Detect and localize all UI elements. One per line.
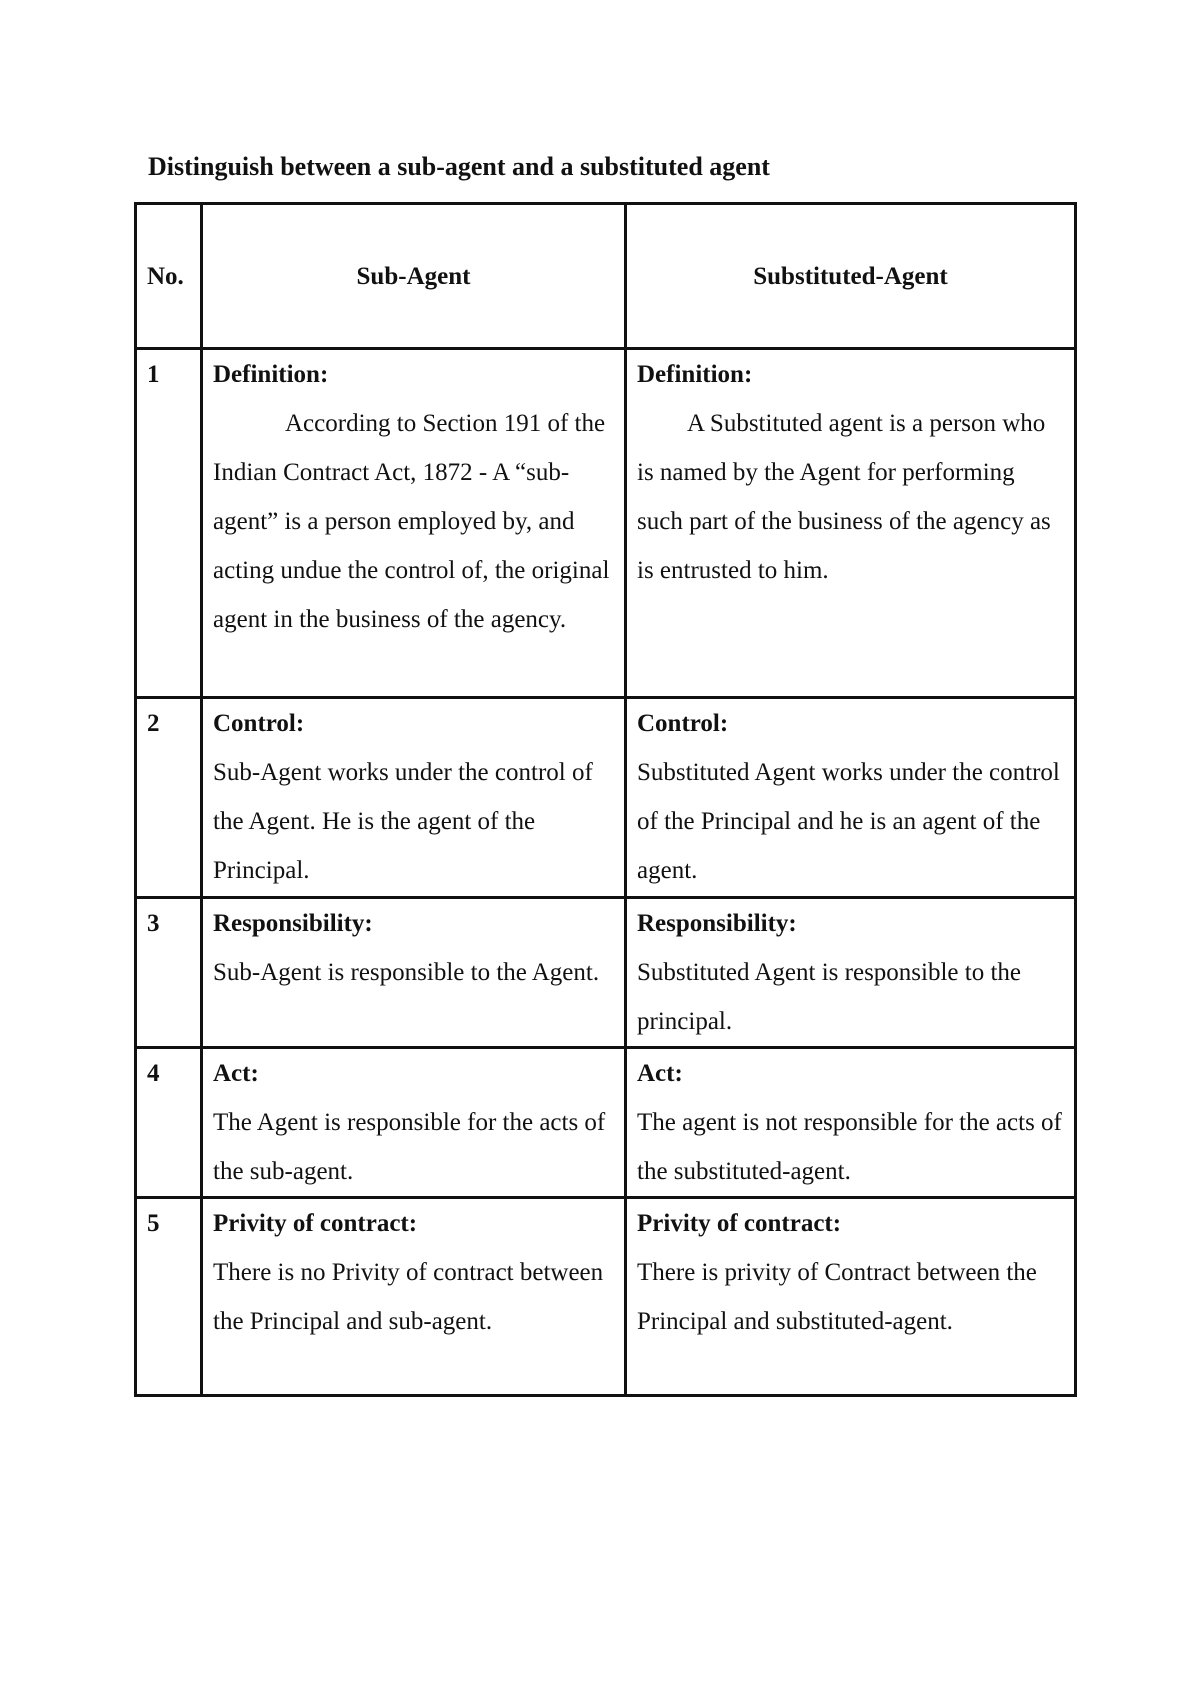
sub-agent-cell: [202, 1198, 626, 1396]
row-heading: Act:: [637, 1060, 683, 1087]
table-row: [136, 1198, 1076, 1396]
row-text: Substituted Agent works under the control of the Principal and he is an agent of the agent.: [637, 759, 1060, 884]
row-heading: Responsibility:: [213, 910, 373, 937]
row-number: 1: [136, 349, 202, 698]
row-heading: Responsibility:: [637, 910, 797, 937]
row-text: A Substituted agent is a person who is named by the Agent for performing such part of the business of the agency as is entrusted to him.: [637, 410, 1051, 584]
comparison-table: [134, 202, 1077, 1397]
header-substituted-agent: Substituted-Agent: [626, 204, 1076, 349]
row-text: There is no Privity of contract between the Principal and sub-agent.: [213, 1259, 604, 1335]
row-text: Sub-Agent is responsible to the Agent.: [213, 959, 600, 986]
substituted-agent-cell: [626, 349, 1076, 698]
row-text: According to Section 191 of the Indian Contract Act, 1872 - A “sub-agent” is a person employed by, and acting undue the control of, the original agent in the business of the agency.: [213, 410, 610, 633]
table-row: [136, 1048, 1076, 1198]
row-text: There is privity of Contract between the Principal and substituted-agent.: [637, 1259, 1037, 1335]
substituted-agent-cell: [626, 1048, 1076, 1198]
row-text: The agent is not responsible for the acts of the substituted-agent.: [637, 1109, 1062, 1185]
row-heading: Definition:: [637, 361, 753, 388]
header-no: No.: [136, 204, 202, 349]
row-number: 4: [136, 1048, 202, 1198]
substituted-agent-cell: [626, 1198, 1076, 1396]
page-title: Distinguish between a sub-agent and a substituted agent: [148, 152, 770, 181]
row-text: Sub-Agent works under the control of the Agent. He is the agent of the Principal.: [213, 759, 593, 884]
row-text: Substituted Agent is responsible to the principal.: [637, 959, 1022, 1035]
row-number: 5: [136, 1198, 202, 1396]
row-heading: Privity of contract:: [213, 1210, 418, 1237]
row-heading: Control:: [637, 710, 729, 737]
row-number: 2: [136, 698, 202, 898]
substituted-agent-cell: [626, 898, 1076, 1048]
row-heading: Definition:: [213, 361, 329, 388]
row-number: 3: [136, 898, 202, 1048]
table-row: [136, 698, 1076, 898]
table-row: [136, 898, 1076, 1048]
sub-agent-cell: [202, 1048, 626, 1198]
row-heading: Privity of contract:: [637, 1210, 842, 1237]
sub-agent-cell: [202, 349, 626, 698]
substituted-agent-cell: [626, 698, 1076, 898]
row-heading: Control:: [213, 710, 305, 737]
sub-agent-cell: [202, 698, 626, 898]
row-heading: Act:: [213, 1060, 259, 1087]
sub-agent-cell: [202, 898, 626, 1048]
table-row: [136, 349, 1076, 698]
table-header-row: [136, 204, 1076, 349]
header-sub-agent: Sub-Agent: [202, 204, 626, 349]
row-text: The Agent is responsible for the acts of the sub-agent.: [213, 1109, 606, 1185]
